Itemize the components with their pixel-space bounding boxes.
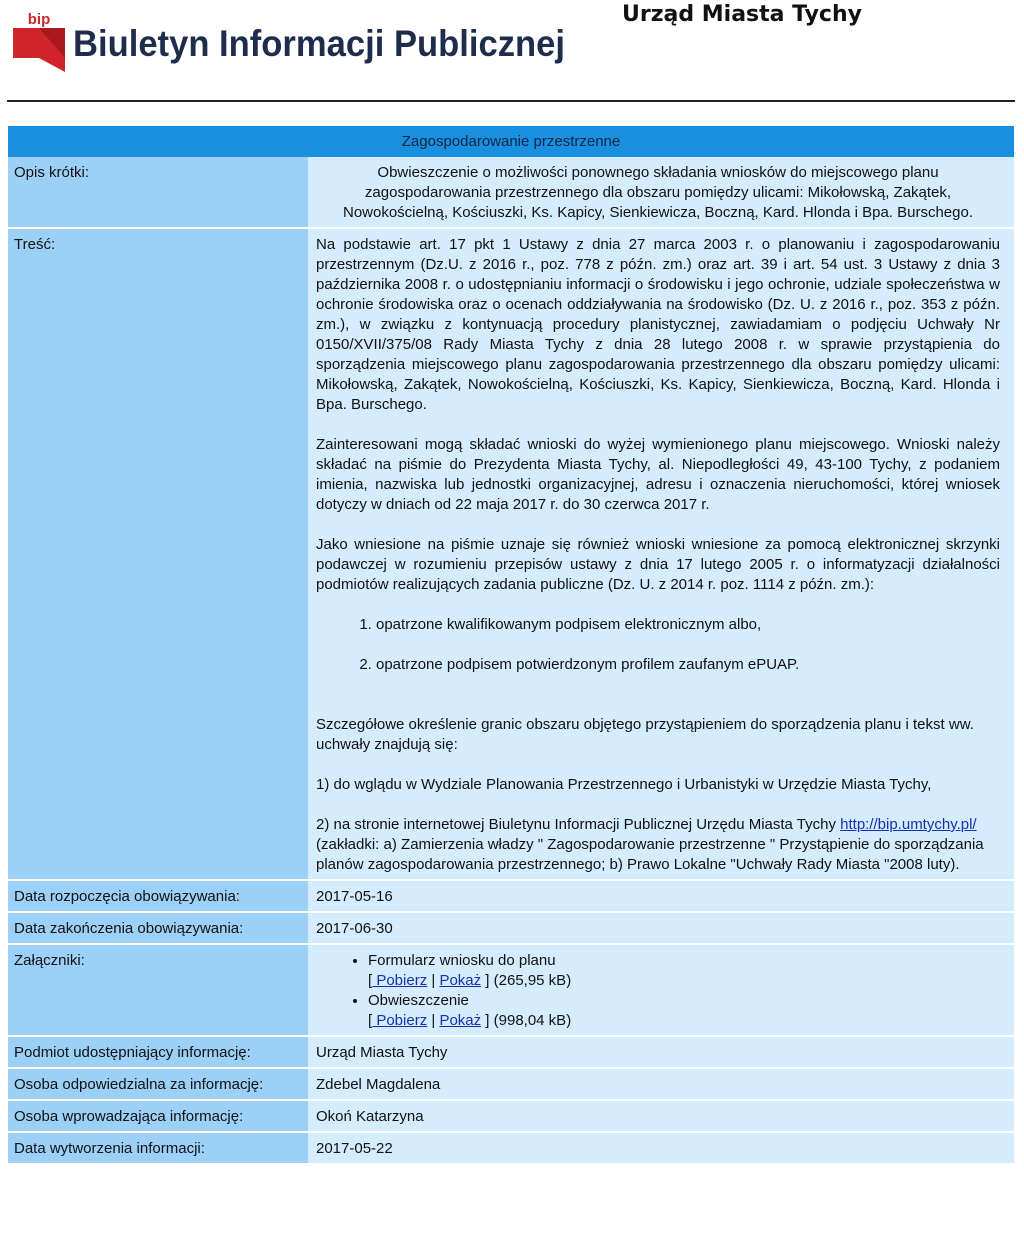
row-start-date [8,881,1014,913]
tresc-paragraph-3: Jako wniesione na piśmie uznaje się również wnioski wniesione za pomocą elektronicznej skrzynki podawczej w rozumieniu przepisów ustawy z dnia 17 lutego 2005 r. o informatyzacji działalności podmiotów realizujących zadania publiczne (Dz. U. z 2014 r. poz. 1114 z późn. zm.): [316,536,1000,593]
bip-website-link[interactable]: http://bip.umtychy.pl/ [840,816,977,833]
row-tresc [8,229,1014,881]
paragraph-6-prefix: 2) na stronie internetowej Biuletynu Informacji Publicznej Urzędu Miasta Tychy [316,816,841,833]
attachments-value [308,945,1014,1035]
tresc-paragraph-4: Szczegółowe określenie granic obszaru objętego przystąpieniem do sporządzenia planu i tekst ww. uchwały znajdują się: [316,716,974,753]
row-attachments [8,945,1014,1037]
logo-text: Biuletyn Informacji Publicznej [73,23,565,64]
tresc-paragraph-1: Na podstawie art. 17 pkt 1 Ustawy z dnia 27 marca 2003 r. o planowaniu i zagospodarowaniu przestrzennym (Dz.U. z 2016 r., poz. 778 z późn. zm.) oraz art. 39 i art. 54 ust. 3 Ustawy z dnia 3 października 2008 r. o udostępnianiu informacji o środowisku i jego ochronie, udziale społeczeństwa w ochronie środowiska oraz o ocenach oddziaływania na środowisko (Dz. U. z 2016 r., poz. 353 z późn. zm.), w związku z kontynuacją procedury planistycznej, zawiadamiam o podjęciu Uchwały Nr 0150/XVII/375/08 Rady Miasta Tychy z dnia 28 lutego 2008 r. w sprawie przystąpienia do sporządzenia miejscowego planu zagospodarowania przestrzennego dla obszaru pomiędzy ulicami: Mikołowską, Zakątek, Nowokościelną, Kościuszki, Ks. Kapicy, Sienkiewicza, Boczną, Kard. Hlonda i Bpa. Burschego. [316,236,1000,413]
podmiot-value: Urząd Miasta Tychy [308,1037,1014,1067]
opis-value: Obwieszczenie o możliwości ponownego składania wniosków do miejscowego planu zagospodarowania przestrzennego dla obszaru pomiędzy ulicami: Mikołowską, Zakątek, Nowokościelną, Kościuszki, Ks. Kapicy, Sienkiewicza, Boczną, Kard. Hlonda i Bpa. Burschego. [308,157,1014,227]
tresc-list [316,615,1000,675]
wytworzenie-label: Data wytworzenia informacji: [8,1133,308,1163]
logo-tag: bip [27,11,51,28]
attachments-label: Załączniki: [8,945,308,1035]
attachment-item: • Formularz wniosku do planu [ Pobierz | Pokaż ] (265,95 kB) [368,951,1000,991]
attachment-name: Formularz wniosku do planu [368,952,556,969]
start-date-label: Data rozpoczęcia obowiązywania: [8,881,308,911]
odpowiedzialna-value: Zdebel Magdalena [308,1069,1014,1099]
wprowadzajaca-value: Okoń Katarzyna [308,1101,1014,1131]
office-title: Urząd Miasta Tychy [622,2,862,27]
section-title: Zagospodarowanie przestrzenne [8,126,1014,157]
paragraph-6-suffix: (zakładki: a) Zamierzenia władzy " Zagospodarowanie przestrzenne " Przystąpienie do sporządzania planów zagospodarowania przestrzennego; b) Prawo Lokalne "Uchwały Rady Miasta "2008 luty). [316,836,984,873]
row-wytworzenie [8,1133,1014,1165]
list-item: 2. opatrzone podpisem potwierdzonym profilem zaufanym ePUAP. [376,655,1000,675]
row-wprowadzajaca [8,1101,1014,1133]
attachment-size: ] (998,04 kB) [481,1012,572,1029]
tresc-value [308,229,1014,879]
row-odpowiedzialna [8,1069,1014,1101]
show-link[interactable]: Pokaż [439,972,482,989]
row-end-date [8,913,1014,945]
document-table [8,126,1014,1165]
tresc-paragraph-6 [316,815,1000,875]
row-podmiot [8,1037,1014,1069]
attachments-list [316,951,1000,1031]
download-link[interactable]: Pobierz [372,1012,428,1029]
tresc-paragraph-2: Zainteresowani mogą składać wnioski do wyżej wymienionego planu miejscowego. Wnioski należy składać na piśmie do Prezydenta Miasta Tychy, al. Niepodległości 49, 43-100 Tychy, z podaniem imienia, nazwiska lub jednostki organizacyjnej, adresu i oznaczenia nieruchomości, której wniosek dotyczy w dniach od 22 maja 2017 r. do 30 czerwca 2017 r. [316,436,1000,513]
odpowiedzialna-label: Osoba odpowiedzialna za informację: [8,1069,308,1099]
row-opis [8,157,1014,229]
list-item: 1. opatrzone kwalifikowanym podpisem elektronicznym albo, [376,615,1000,635]
page-header [7,0,1015,102]
opis-label: Opis krótki: [8,157,308,227]
end-date-value: 2017-06-30 [308,913,1014,943]
attachment-name: Obwieszczenie [368,992,469,1009]
start-date-value: 2017-05-16 [308,881,1014,911]
wprowadzajaca-label: Osoba wprowadzająca informację: [8,1101,308,1131]
tresc-label: Treść: [8,229,308,879]
bip-logo[interactable] [13,10,573,72]
download-link[interactable]: Pobierz [372,972,428,989]
wytworzenie-value: 2017-05-22 [308,1133,1014,1163]
end-date-label: Data zakończenia obowiązywania: [8,913,308,943]
attachment-size: ] (265,95 kB) [481,972,572,989]
tresc-paragraph-5: 1) do wglądu w Wydziale Planowania Przestrzennego i Urbanistyki w Urzędzie Miasta Tychy, [316,776,932,793]
podmiot-label: Podmiot udostępniający informację: [8,1037,308,1067]
show-link[interactable]: Pokaż [439,1012,482,1029]
attachment-item: • Obwieszczenie [ Pobierz | Pokaż ] (998,04 kB) [368,991,1000,1031]
